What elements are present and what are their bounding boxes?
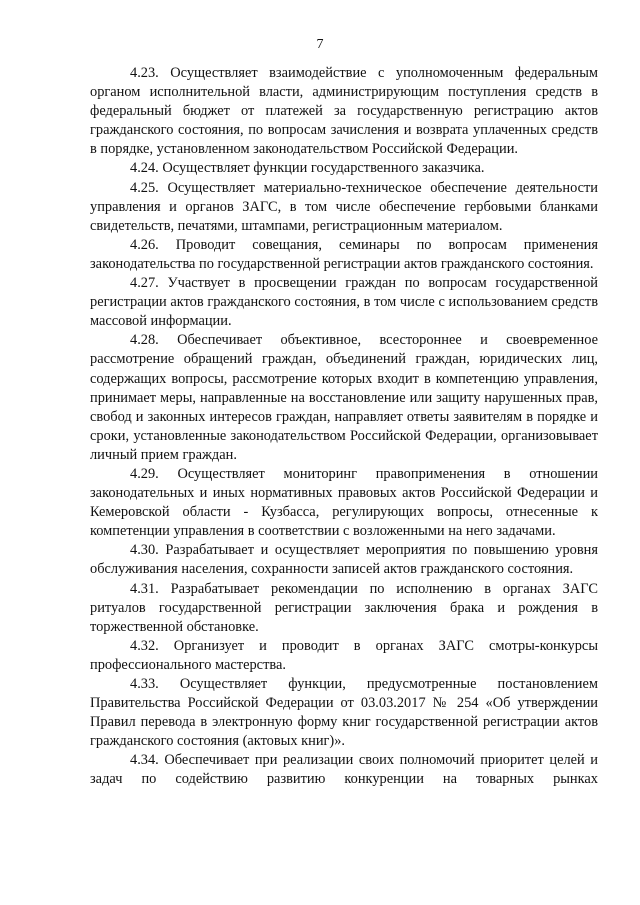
paragraph-4-34: 4.34. Обеспечивает при реализации своих полномочий приоритет целей и задач по содействию развитию конкуренции на товарных рынках: [90, 752, 598, 788]
paragraph-4-29: 4.29. Осуществляет мониторинг правоприменения в отношении законодательных и иных нормативных правовых актов Российской Федерации и Кемеровской области - Кузбасса, регулирующих вопросы, отнесенные к компетенции управления в соответствии с возложенными на него задачами.: [90, 465, 598, 540]
paragraph-4-24: 4.24. Осуществляет функции государственного заказчика.: [130, 160, 485, 177]
paragraph-4-31: 4.31. Разрабатывает рекомендации по исполнению в органах ЗАГС ритуалов государственной регистрации заключения брака и рождения в торжественной обстановке.: [90, 580, 598, 635]
paragraph-4-32: 4.32. Организует и проводит в органах ЗАГС смотры-конкурсы профессионального мастерства.: [90, 637, 598, 673]
paragraph-4-28: 4.28. Обеспечивает объективное, всестороннее и своевременное рассмотрение обращений граждан, объединений граждан, юридических лиц, содержащих вопросы, рассмотрение которых входит в компетенцию управления, принимает меры, направленные на восстановление или защиту нарушенных прав, свобод и законных интересов граждан, направляет ответы заявителям в порядке и сроки, установленные законодательством Российской Федерации, организовывает личный прием граждан.: [90, 332, 598, 463]
paragraph-4-26: 4.26. Проводит совещания, семинары по вопросам применения законодательства по государственной регистрации актов гражданского состояния.: [90, 236, 598, 272]
paragraph-4-33: 4.33. Осуществляет функции, предусмотренные постановлением Правительства Российской Федерации от 03.03.2017 № 254 «Об утверждении Правил перевода в электронную форму книг государственной регистрации актов гражданского состояния (актовых книг)».: [90, 676, 598, 750]
page-number: 7: [316, 37, 324, 52]
paragraph-4-25: 4.25. Осуществляет материально-техническое обеспечение деятельности управления и органов ЗАГС, в том числе обеспечение гербовыми бланками свидетельств, печатями, штампами, регистрационным материалом.: [90, 179, 598, 234]
paragraph-4-30: 4.30. Разрабатывает и осуществляет мероприятия по повышению уровня обслуживания населения, сохранности записей актов гражданского состояния.: [90, 542, 598, 578]
paragraph-4-27: 4.27. Участвует в просвещении граждан по вопросам государственной регистрации актов гражданского состояния, в том числе с использованием средств массовой информации.: [90, 275, 598, 330]
paragraph-4-23: 4.23. Осуществляет взаимодействие с уполномоченным федеральным органом исполнительной власти, администрирующим поступления средств в федеральный бюджет от платежей за государственную регистрацию актов гражданского состояния, по вопросам зачисления и возврата уплаченных средств в порядке, установленном законодательством Российской Федерации.: [90, 65, 598, 158]
document-body: [90, 64, 598, 790]
